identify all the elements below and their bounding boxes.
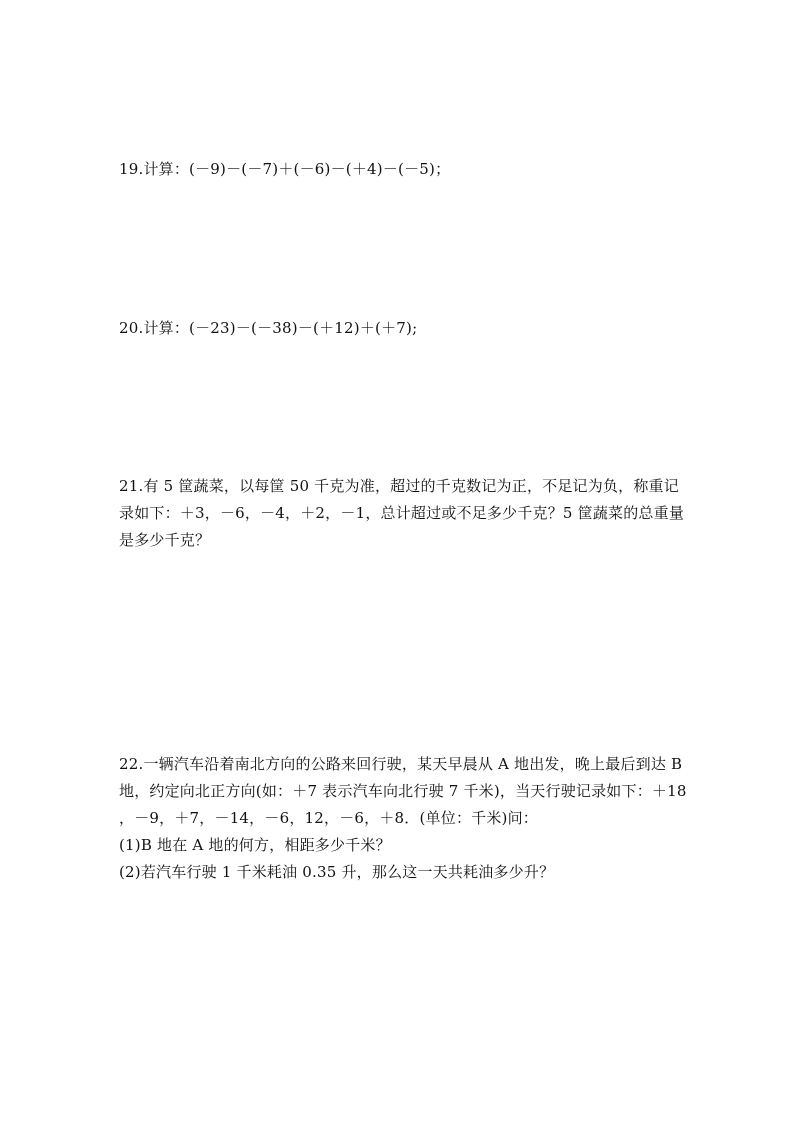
question-22-line-2: 地，约定向北正方向(如：＋7 表示汽车向北行驶 7 千米)，当天行驶记录如下：＋18: [119, 782, 687, 800]
question-21-line-3: 是多少千克？: [119, 531, 211, 549]
question-21-line-1: 21.有 5 筐蔬菜，以每筐 50 千克为准，超过的千克数记为正，不足记为负，称重记: [119, 477, 679, 495]
question-21: [119, 473, 709, 554]
question-20-line-1: 20.计算：(－23)－(－38)－(＋12)＋(＋7);: [119, 319, 418, 337]
question-20: [119, 315, 709, 342]
question-22-line-1: 22.一辆汽车沿着南北方向的公路来回行驶，某天早晨从 A 地出发，晚上最后到达 B: [119, 755, 683, 773]
question-22-subquestion-2: (2)若汽车行驶 1 千米耗油 0.35 升，那么这一天共耗油多少升？: [119, 863, 555, 881]
question-22-subquestion-1: (1)B 地在 A 地的何方，相距多少千米？: [119, 836, 391, 854]
question-19-line-1: 19.计算：(－9)－(－7)＋(－6)－(＋4)－(－5)；: [119, 160, 451, 178]
question-19: [119, 156, 709, 183]
question-22-line-3: ，－9，＋7，－14，－6，12，－6，＋8．(单位：千米)问：: [119, 809, 538, 827]
question-21-line-2: 录如下：＋3，－6，－4，＋2，－1，总计超过或不足多少千克？5 筐蔬菜的总重量: [119, 504, 685, 522]
question-22: [119, 751, 709, 886]
